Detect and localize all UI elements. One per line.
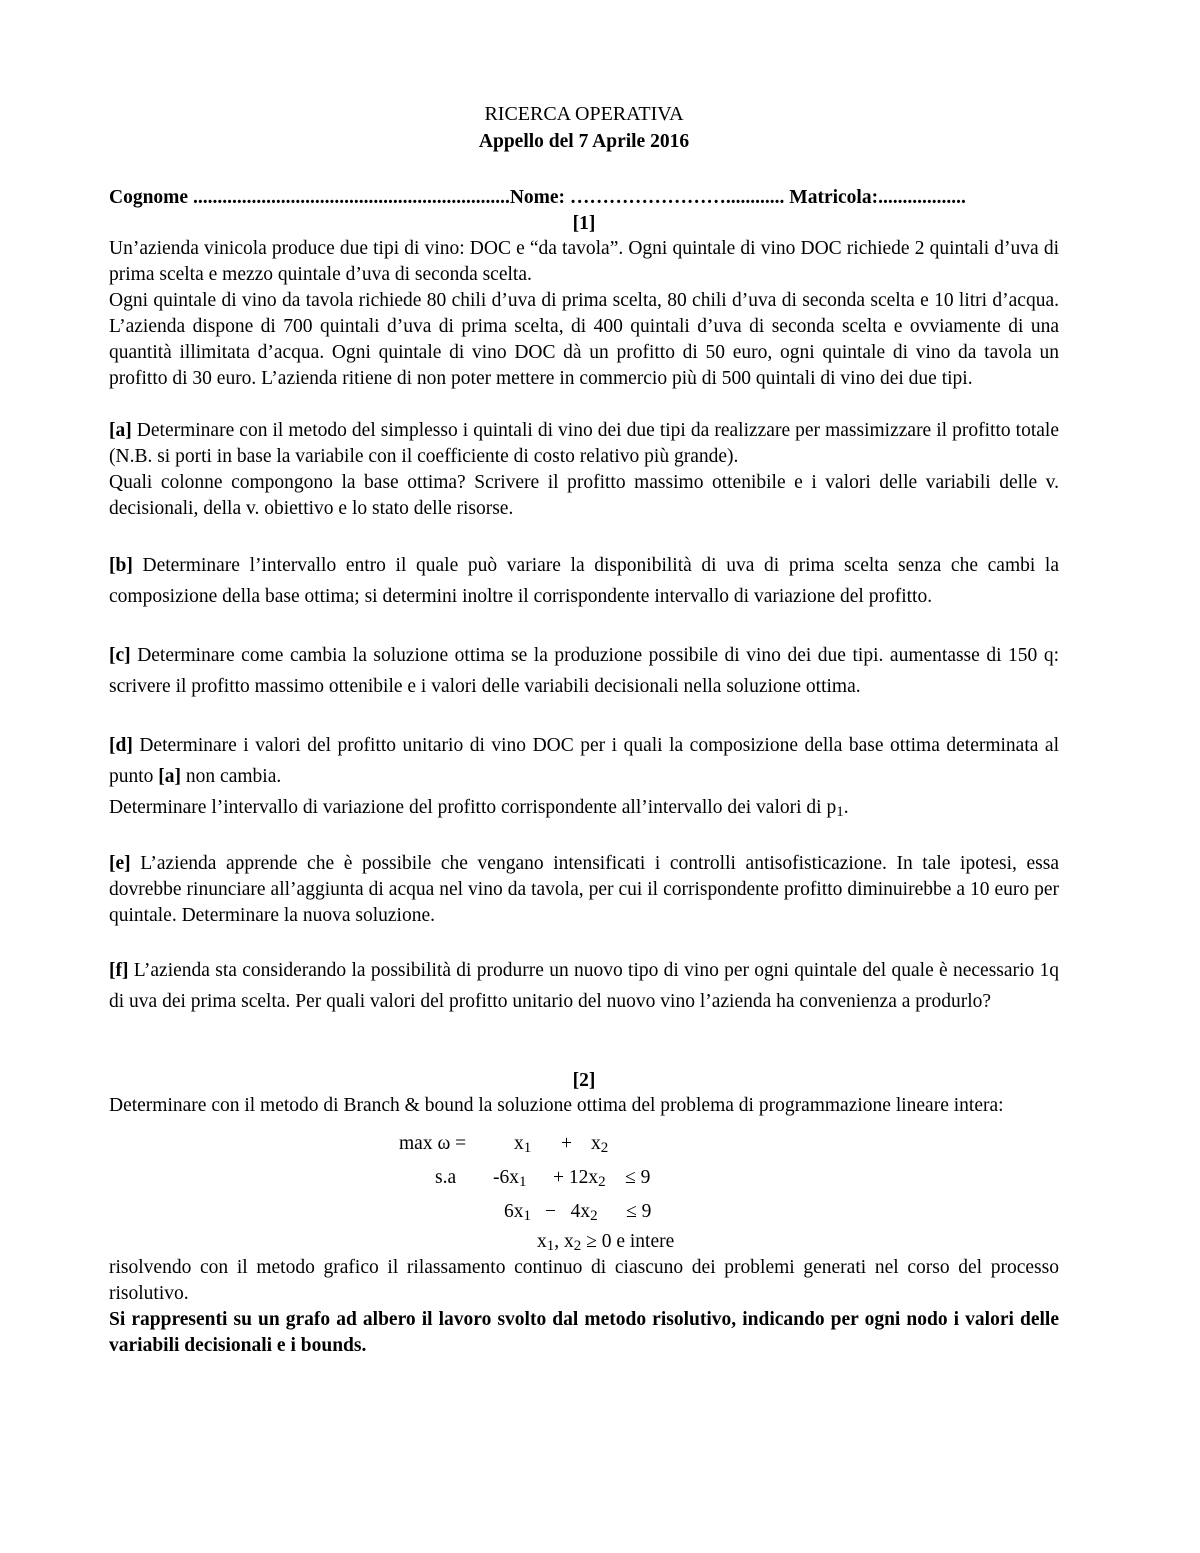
- bold-instruction: Si rappresenti su un grafo ad albero il lavoro svolto dal metodo risolutivo, indicando per ogni nodo i valori delle variabili decisionali e i bounds.: [109, 1309, 1059, 1356]
- question-label: [c]: [109, 645, 131, 666]
- question-label: [d]: [109, 735, 133, 756]
- subscript: 2: [600, 1140, 609, 1156]
- question-label: [f]: [109, 960, 129, 981]
- var: x: [514, 1133, 524, 1154]
- question-label: [b]: [109, 555, 133, 576]
- question-text: Quali colonne compongono la base ottima? Scrivere il profitto massimo ottenibile e i valori delle variabili delle v. decisionali, della v. obiettivo e lo stato delle risorse.: [109, 472, 1059, 519]
- exam-date: Appello del 7 Aprile 2016: [478, 131, 690, 152]
- term: ≥ 0 e intere: [586, 1231, 675, 1252]
- question-a: [109, 418, 1059, 522]
- intro-paragraph: Un’azienda vinicola produce due tipi di vino: DOC e “da tavola”. Ogni quintale di vino DOC richiede 2 quintali d’uva di prima scelta e mezzo quintale d’uva di seconda scelta.: [109, 238, 1059, 285]
- objective-term: [591, 1133, 608, 1155]
- question-text: Determinare con il metodo del simplesso i quintali di vino dei due tipi da realizzare per massimizzare il profitto totale (N.B. si porti in base la variabile con il coefficiente di costo relativo più grande).: [109, 420, 1059, 467]
- question-b: [109, 550, 1059, 612]
- constraint-1-term: [553, 1167, 606, 1189]
- constraint-2-rhs: ≤ 9: [626, 1201, 652, 1222]
- subscript: 1: [546, 1238, 555, 1254]
- exercise-2-final: [109, 1307, 1059, 1359]
- question-ref: [a]: [158, 766, 182, 787]
- objective-lhs: max ω =: [399, 1133, 467, 1154]
- question-text: Determinare l’intervallo di variazione del profitto corrispondente all’intervallo dei valori di p: [109, 797, 837, 818]
- subscript: 2: [573, 1238, 582, 1254]
- question-label: [a]: [109, 420, 132, 441]
- objective-plus: +: [561, 1133, 572, 1154]
- term: − 4x: [545, 1201, 591, 1222]
- term: x: [537, 1231, 547, 1252]
- subscript: 2: [598, 1174, 606, 1190]
- constraint-1-term: [493, 1167, 527, 1189]
- subscript: 2: [590, 1208, 598, 1224]
- term: -6x: [493, 1167, 519, 1188]
- ilp-formula: [109, 1123, 1059, 1255]
- question-label: [e]: [109, 853, 131, 874]
- constraint-2-term: [504, 1201, 531, 1223]
- term: , x: [554, 1231, 574, 1252]
- paragraph: risolvendo con il metodo grafico il rilassamento continuo di ciascuno dei problemi generati nel corso del processo risolutivo.: [109, 1257, 1059, 1304]
- intro-paragraph: Ogni quintale di vino da tavola richiede 80 chili d’uva di prima scelta, 80 chili d’uva di seconda scelta e 10 litri d’acqua. L’azienda dispone di 700 quintali d’uva di prima scelta, di 400 quintali d’uva di seconda scelta e ovviamente di una quantità illimitata d’acqua. Ogni quintale di vino DOC dà un profitto di 50 euro, ogni quintale di vino da tavola un profitto di 30 euro. L’azienda ritiene di non poter mettere in commercio più di 500 quintali di vino dei due tipi.: [109, 290, 1059, 389]
- question-text: Determinare come cambia la soluzione ottima se la produzione possibile di vino dei due tipi. aumentasse di 150 q: scrivere il profitto massimo ottenibile e i valori delle variabili decisionali nella soluzione ottima.: [109, 645, 1059, 697]
- subscript: 1: [519, 1174, 527, 1190]
- exercise-2-intro: [109, 1093, 1059, 1119]
- exercise-2-number: [2]: [572, 1070, 596, 1091]
- var: x: [591, 1133, 601, 1154]
- question-text: Determinare i valori del profitto unitario di vino DOC per i quali la composizione della base ottima determinata al punto: [109, 735, 1059, 787]
- question-f: [109, 955, 1059, 1017]
- question-text: Determinare l’intervallo entro il quale può variare la disponibilità di uva di prima scelta senza che cambi la composizione della base ottima; si determini inoltre il corrispondente intervallo di variazione del profitto.: [109, 555, 1059, 607]
- question-text: .: [843, 797, 849, 818]
- question-d: [109, 730, 1059, 823]
- nonneg-constraint: [537, 1231, 674, 1253]
- exercise-1-number: [1]: [572, 213, 596, 234]
- exam-page: [109, 100, 1059, 1359]
- question-text: L’azienda apprende che è possibile che vengano intensificati i controlli antisofisticazione. In tale ipotesi, essa dovrebbe rinunciare all’aggiunta di acqua nel vino da tavola, per cui il corrispondente profitto diminuirebbe a 10 euro per quintale. Determinare la nuova soluzione.: [109, 853, 1059, 926]
- question-c: [109, 640, 1059, 702]
- question-text: L’azienda sta considerando la possibilità di produrre un nuovo tipo di vino per ogni quintale del quale è necessario 1q di uva dei prima scelta. Per quali valori del profitto unitario del nuovo vino l’azienda ha convenienza a produrlo?: [109, 960, 1059, 1012]
- subject-to: s.a: [435, 1167, 457, 1188]
- question-e: [109, 851, 1059, 929]
- objective-term: [514, 1133, 531, 1155]
- subscript: 1: [523, 1140, 532, 1156]
- term: 6x: [504, 1201, 524, 1222]
- subscript: 1: [523, 1208, 531, 1224]
- question-text: non cambia.: [181, 766, 282, 787]
- constraint-1-rhs: ≤ 9: [625, 1167, 651, 1188]
- subscript: 1: [836, 804, 844, 820]
- exercise-1-intro: [109, 236, 1059, 392]
- constraint-2-term: [545, 1201, 598, 1223]
- exercise-2-after: [109, 1255, 1059, 1307]
- term: + 12x: [553, 1167, 599, 1188]
- exam-title: RICERCA OPERATIVA: [484, 103, 684, 125]
- intro-paragraph: Determinare con il metodo di Branch & bound la soluzione ottima del problema di programmazione lineare intera:: [109, 1095, 1004, 1116]
- student-fields: Cognome .................................................................Nome: ……………………............ Matricola:..................: [109, 187, 966, 208]
